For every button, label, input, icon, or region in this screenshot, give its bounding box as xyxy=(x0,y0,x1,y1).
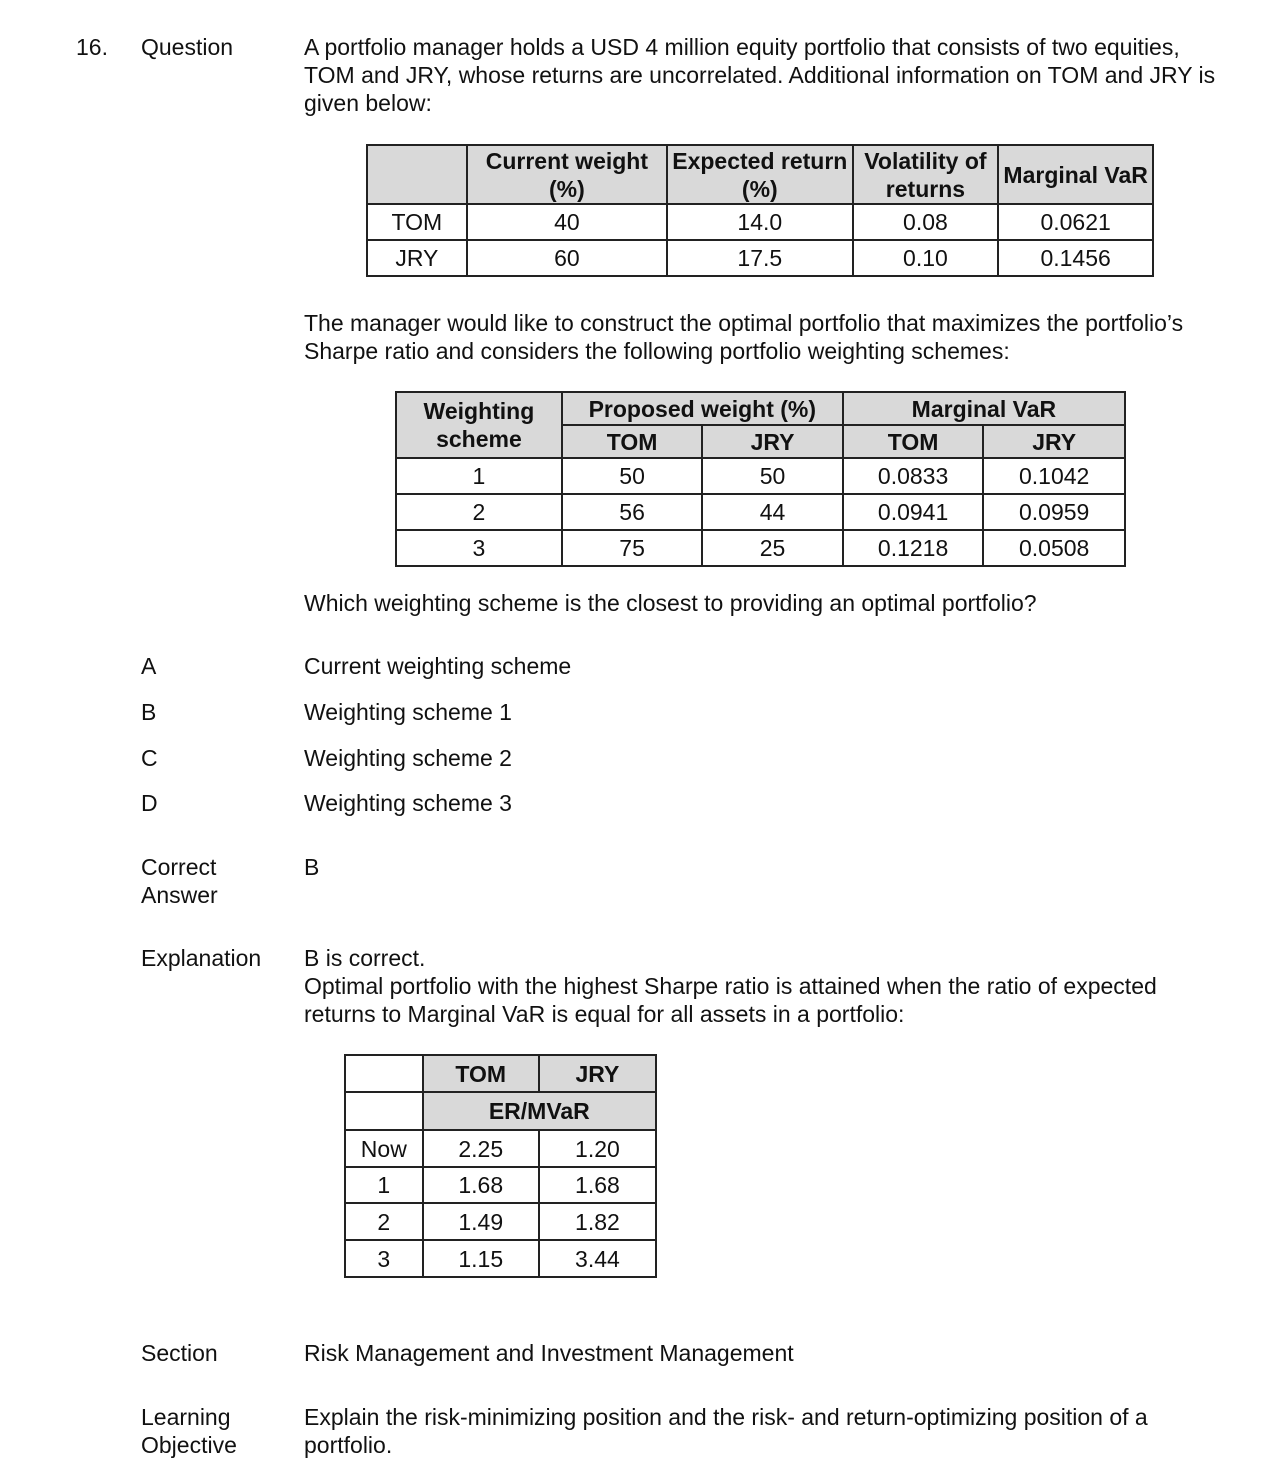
table-cell: 0.1218 xyxy=(843,530,984,566)
table-cell: 1.82 xyxy=(539,1203,656,1240)
table-header-cell: TOM xyxy=(423,1055,539,1092)
table-cell: 0.0621 xyxy=(998,204,1153,240)
table-cell: 0.0833 xyxy=(843,458,984,494)
table-cell: 50 xyxy=(702,458,842,494)
table-header-cell: ER/MVaR xyxy=(423,1092,656,1130)
table-row xyxy=(345,1240,656,1277)
table-cell: 1 xyxy=(396,458,562,494)
table-header-cell: TOM xyxy=(843,425,984,458)
explanation-line1: B is correct. xyxy=(304,945,426,971)
label-line: Answer xyxy=(141,882,218,908)
table-header-cell xyxy=(345,1055,423,1092)
table-header-cell: TOM xyxy=(562,425,703,458)
option-text: Current weighting scheme xyxy=(304,653,572,679)
explanation-label: Explanation xyxy=(141,945,262,971)
table-header-cell: Marginal VaR xyxy=(998,145,1153,204)
table-cell: Now xyxy=(345,1130,423,1167)
table-cell: 1.68 xyxy=(423,1167,539,1203)
table-cell: 75 xyxy=(562,530,703,566)
table-header-row xyxy=(396,392,1125,425)
table-cell: 2 xyxy=(345,1203,423,1240)
table-row xyxy=(367,204,1153,240)
table-cell: 0.0508 xyxy=(983,530,1125,566)
table-row xyxy=(396,530,1125,566)
option-letter: B xyxy=(141,699,157,725)
table-cell: 0.1456 xyxy=(998,240,1153,276)
learning-objective-value: Explain the risk-minimizing position and the risk- and return-optimizing position of a portfolio. xyxy=(304,1404,1148,1458)
table-row xyxy=(345,1130,656,1167)
table-header-cell xyxy=(367,145,467,204)
section-value: Risk Management and Investment Management xyxy=(304,1340,794,1366)
table-header-cell: Volatility of returns xyxy=(853,145,999,204)
option-letter: D xyxy=(141,790,158,816)
option-text: Weighting scheme 2 xyxy=(304,745,512,771)
table-row xyxy=(345,1203,656,1240)
table-cell: 60 xyxy=(467,240,667,276)
question-intro: A portfolio manager holds a USD 4 million equity portfolio that consists of two equities, TOM and JRY, whose returns are uncorrelated. Additional information on TOM and JRY is given below: xyxy=(304,34,1216,116)
table-header-cell: Current weight (%) xyxy=(467,145,667,204)
option-letter: A xyxy=(141,653,157,679)
table-cell: 0.10 xyxy=(853,240,999,276)
question-prompt: Which weighting scheme is the closest to providing an optimal portfolio? xyxy=(304,590,1037,616)
table-cell: 14.0 xyxy=(667,204,853,240)
table-cell: 0.0959 xyxy=(983,494,1125,530)
table-cell: 1.20 xyxy=(539,1130,656,1167)
table-row xyxy=(396,458,1125,494)
table-cell: 2.25 xyxy=(423,1130,539,1167)
weighting-scheme-table xyxy=(395,391,1126,567)
table-row xyxy=(345,1167,656,1203)
table-header-cell: JRY xyxy=(539,1055,656,1092)
table-cell: 0.1042 xyxy=(983,458,1125,494)
table-cell: 1.68 xyxy=(539,1167,656,1203)
label-line: Correct xyxy=(141,854,217,880)
table-cell: 1.15 xyxy=(423,1240,539,1277)
table-header-cell: Expected return (%) xyxy=(667,145,853,204)
asset-info-table xyxy=(366,144,1154,277)
option-text: Weighting scheme 3 xyxy=(304,790,512,816)
table-header-cell: JRY xyxy=(983,425,1125,458)
learning-objective-label xyxy=(141,1403,237,1459)
table-cell: 1.49 xyxy=(423,1203,539,1240)
explanation-body: Optimal portfolio with the highest Sharpe ratio is attained when the ratio of expected returns to Marginal VaR is equal for all assets in a portfolio: xyxy=(304,973,1157,1027)
table-cell: 3 xyxy=(345,1240,423,1277)
table-cell: 40 xyxy=(467,204,667,240)
table-header-cell: JRY xyxy=(702,425,842,458)
table-cell: 44 xyxy=(702,494,842,530)
table-cell: 2 xyxy=(396,494,562,530)
table-header-cell: Weighting scheme xyxy=(396,392,562,458)
table-header-cell: Proposed weight (%) xyxy=(562,392,843,425)
option-letter: C xyxy=(141,745,158,771)
table-header-cell: Marginal VaR xyxy=(843,392,1125,425)
table-cell: TOM xyxy=(367,204,467,240)
option-text: Weighting scheme 1 xyxy=(304,699,512,725)
table-header-row xyxy=(345,1055,656,1092)
correct-answer-label xyxy=(141,853,218,909)
question-label: Question xyxy=(141,34,234,60)
table-cell: 3 xyxy=(396,530,562,566)
label-line: Objective xyxy=(141,1432,237,1458)
table-cell: 17.5 xyxy=(667,240,853,276)
table-row xyxy=(396,494,1125,530)
table-row xyxy=(367,240,1153,276)
section-label: Section xyxy=(141,1340,218,1366)
correct-answer-value: B xyxy=(304,854,320,880)
question-number: 16. xyxy=(76,34,108,60)
er-mvar-table xyxy=(344,1054,657,1278)
table-cell: 0.08 xyxy=(853,204,999,240)
table-cell: 0.0941 xyxy=(843,494,984,530)
table-header-row xyxy=(367,145,1153,204)
table-header-cell xyxy=(345,1092,423,1130)
table-cell: JRY xyxy=(367,240,467,276)
table-cell: 3.44 xyxy=(539,1240,656,1277)
label-line: Learning xyxy=(141,1404,231,1430)
table-header-row xyxy=(345,1092,656,1130)
table-cell: 50 xyxy=(562,458,703,494)
table-cell: 1 xyxy=(345,1167,423,1203)
question-middle-text: The manager would like to construct the optimal portfolio that maximizes the portfolio’s Sharpe ratio and considers the following portfolio weighting schemes: xyxy=(304,310,1184,364)
table-cell: 56 xyxy=(562,494,703,530)
table-cell: 25 xyxy=(702,530,842,566)
